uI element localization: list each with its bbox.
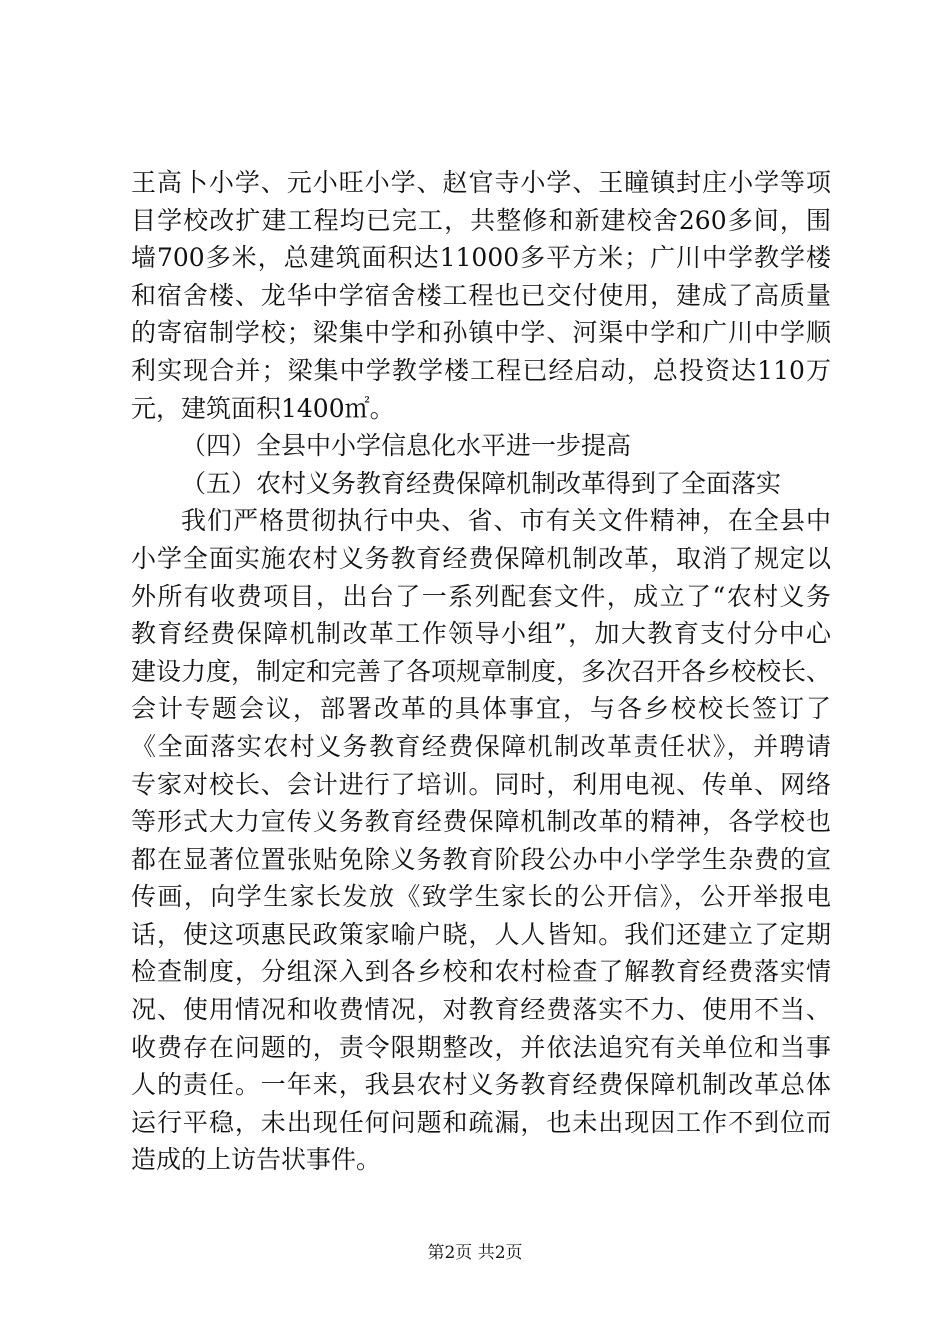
text-line: 话，使这项惠民政策家喻户晓，人人皆知。我们还建立了定期 [131,919,831,949]
text-line: 的寄宿制学校；梁集中学和孙镇中学、河渠中学和广川中学顺 [131,318,831,348]
text-line: 王高卜小学、元小旺小学、赵官寺小学、王瞳镇封庄小学等项 [131,168,831,197]
text-line: 《全面落实农村义务教育经费保障机制改革责任状》，并聘请 [131,731,831,761]
section-heading: （四）全县中小学信息化水平进一步提高 [181,431,632,461]
text-line: 建设力度，制定和完善了各项规章制度，多次召开各乡校校长、 [131,656,831,686]
text-line: 收费存在问题的，责令限期整改，并依法追究有关单位和当事 [131,1032,831,1062]
page-number-footer: 第2页 共2页 [427,1243,523,1263]
text-line: 元，建筑面积1400㎡。 [131,393,395,423]
text-line: 目学校改扩建工程均已完工，共整修和新建校舍260多间，围 [131,205,831,235]
text-line: 利实现合并；梁集中学教学楼工程已经启动，总投资达110万 [131,355,831,385]
text-line: 检查制度，分组深入到各乡校和农村检查了解教育经费落实情 [131,957,831,987]
text-line: 专家对校长、会计进行了培训。同时，利用电视、传单、网络 [131,769,831,799]
text-line: 运行平稳，未出现任何问题和疏漏，也未出现因工作不到位而 [131,1107,831,1137]
text-line: 人的责任。一年来，我县农村义务教育经费保障机制改革总体 [131,1070,831,1100]
text-line: 小学全面实施农村义务教育经费保障机制改革，取消了规定以 [131,543,831,573]
text-line: 都在显著位置张贴免除义务教育阶段公办中小学学生杂费的宣 [131,844,831,874]
text-line: 传画，向学生家长发放《致学生家长的公开信》，公开举报电 [131,882,831,912]
text-line: 外所有收费项目，出台了一系列配套文件，成立了“农村义务 [131,581,831,611]
text-line: 墙700多米，总建筑面积达11000多平方米；广川中学教学楼 [131,243,831,273]
text-line: 况、使用情况和收费情况，对教育经费落实不力、使用不当、 [131,995,831,1025]
text-line: 等形式大力宣传义务教育经费保障机制改革的精神，各学校也 [131,807,831,837]
text-line: 我们严格贯彻执行中央、省、市有关文件精神，在全县中 [181,506,831,536]
document-body [131,164,831,1179]
text-line: 和宿舍楼、龙华中学宿舍楼工程也已交付使用，建成了高质量 [131,280,831,310]
text-line: 会计专题会议，部署改革的具体事宜，与各乡校校长签订了 [131,694,831,724]
section-heading: （五）农村义务教育经费保障机制改革得到了全面落实 [181,468,782,498]
text-line: 教育经费保障机制改革工作领导小组”，加大教育支付分中心 [131,619,831,649]
text-line: 造成的上访告状事件。 [131,1145,382,1175]
